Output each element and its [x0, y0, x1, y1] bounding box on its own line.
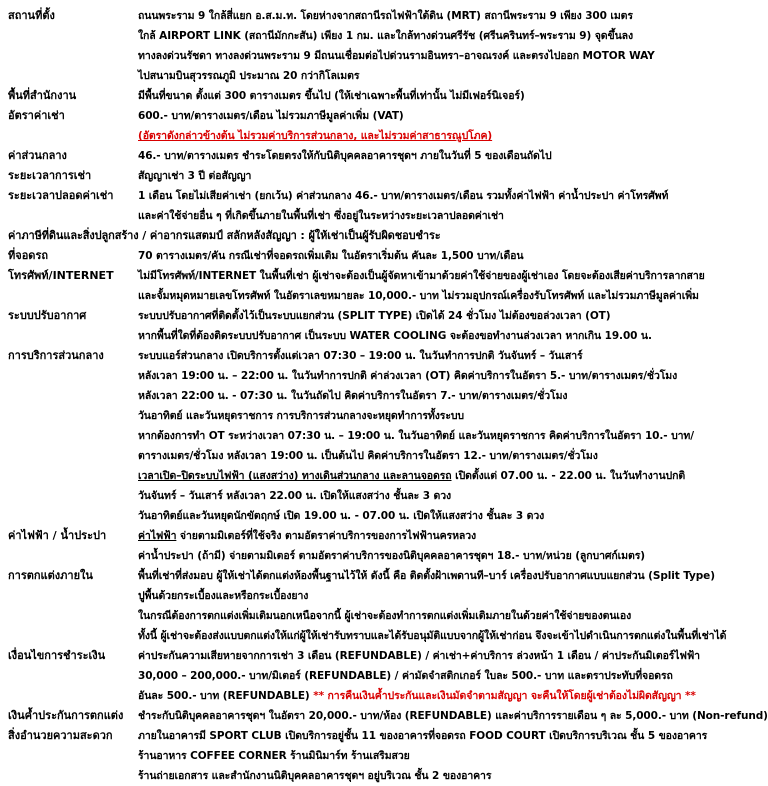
row-label: เงื่อนไขการชำระเงิน — [8, 649, 106, 662]
text-line — [138, 706, 768, 726]
row-content — [138, 86, 736, 106]
text-line — [138, 606, 736, 626]
body-text: ไปสนามบินสุวรรณภูมิ ประมาณ 20 กว่ากิโลเมตร — [138, 70, 360, 82]
body-text: ค่าน้ำประปา (ถ้ามี) จ่ายตามมิเตอร์ ตามอัตราค่าบริการของนิติบุคคลอาคารชุดฯ 18.- บาท/หน่วย (ลูกบาศก์เมตร) — [138, 550, 645, 562]
text-line — [138, 126, 736, 146]
row-content — [138, 346, 736, 526]
body-text: 70 ตารางเมตร/คัน กรณีเช่าที่จอดรถเพิ่มเติม ในอัตราเริ่มต้น คันละ 1,500 บาท/เดือน — [138, 250, 524, 262]
body-text: 1 เดือน โดยไม่เสียค่าเช่า (ยกเว้น) ค่าส่วนกลาง 46.- บาท/ตารางเมตร/เดือน รวมทั้งค่าไฟฟ้า ค่าน้ำประปา ค่าโทรศัพท์ — [138, 190, 669, 202]
text-line — [138, 6, 736, 26]
row-content — [138, 246, 736, 266]
body-text: หากต้องการทำ OT ระหว่างเวลา 07:30 น. – 19:00 น. ในวันอาทิตย์ และวันหยุดราชการ คิดค่าบริการในอัตรา 10.- บาท/ — [138, 430, 694, 442]
row-label: ระบบปรับอากาศ — [8, 309, 87, 322]
red-note-text: (อัตราดังกล่าวข้างต้น ไม่รวมค่าบริการส่วนกลาง, และไม่รวมค่าสาธารณูปโภค) — [138, 130, 493, 142]
text-line — [138, 666, 736, 686]
row-facilities — [8, 726, 736, 766]
row-label: ระยะเวลาปลอดค่าเช่า — [8, 189, 114, 202]
row-payment-terms — [8, 646, 736, 706]
body-text: อันละ 500.- บาท (REFUNDABLE) — [138, 690, 314, 702]
row-content — [138, 106, 736, 146]
row-label: ที่จอดรถ — [8, 249, 49, 262]
underlined-text: เวลาเปิด–ปิดระบบไฟฟ้า (แสงสว่าง) ทางเดินส่วนกลาง และลานจอดรถ — [138, 470, 452, 482]
row-content — [138, 146, 736, 166]
row-interior-decoration — [8, 566, 736, 646]
text-line — [8, 226, 736, 246]
row-content — [138, 726, 736, 766]
body-text: และค่าใช้จ่ายอื่น ๆ ที่เกิดขึ้นภายในพื้นที่เช่า ซึ่งอยู่ในระหว่างระยะเวลาปลอดค่าเช่า — [138, 210, 504, 222]
body-text: ร้านอาหาร COFFEE CORNER ร้านมินิมาร์ท ร้านเสริมสวย — [138, 750, 410, 762]
row-land-tax — [8, 226, 736, 246]
text-line — [138, 106, 736, 126]
row-content — [138, 766, 736, 786]
body-text: หากพื้นที่ใดที่ต้องติดระบบปรับอากาศ เป็นระบบ WATER COOLING จะต้องขอทำงานล่วงเวลา หากเกิน 19.00 น. — [138, 330, 652, 342]
document-body — [8, 6, 768, 782]
row-label: ระยะเวลาการเช่า — [8, 169, 92, 182]
body-text: ปูพื้นด้วยกระเบื้องและหรือกระเบื้องยาง — [138, 590, 309, 602]
row-lease-term — [8, 166, 736, 186]
row-phone-internet — [8, 266, 736, 306]
text-line — [138, 526, 736, 546]
text-line — [138, 366, 736, 386]
row-electricity-water — [8, 526, 736, 566]
body-text: 46.- บาท/ตารางเมตร ชำระโดยตรงให้กับนิติบุคคลอาคารชุดฯ ภายในวันที่ 5 ของเดือนถัดไป — [138, 150, 552, 162]
row-label: สถานที่ตั้ง — [8, 9, 55, 22]
body-text: 600.- บาท/ตารางเมตร/เดือน ไม่รวมภาษีมูลค่าเพิ่ม (VAT) — [138, 110, 404, 122]
row-label: ค่าส่วนกลาง — [8, 149, 67, 162]
row-label: การตกแต่งภายใน — [8, 569, 93, 582]
text-line — [138, 246, 736, 266]
text-line — [138, 626, 736, 646]
text-line — [138, 186, 736, 206]
body-text: วันอาทิตย์ และวันหยุดราชการ การบริการส่วนกลางจะหยุดทำการทั้งระบบ — [138, 410, 464, 422]
body-text: ค่าภาษีที่ดินและสิ่งปลูกสร้าง / ค่าอากรแสตมป์ สลักหลังสัญญา : ผู้ให้เช่าเป็นผู้รับผิดชอบชำระ — [8, 229, 441, 242]
row-label: อัตราค่าเช่า — [8, 109, 65, 122]
underlined-text: ค่าไฟฟ้า — [138, 530, 177, 542]
row-label: โทรศัพท์/INTERNET — [8, 269, 114, 282]
row-content — [138, 566, 736, 646]
text-line — [138, 466, 736, 486]
row-content — [138, 166, 736, 186]
text-line — [138, 266, 736, 286]
row-air-conditioning — [8, 306, 736, 346]
text-line — [138, 686, 736, 706]
row-decoration-deposit — [8, 706, 768, 726]
row-label: สิ่งอำนวยความสะดวก — [8, 729, 113, 742]
body-text: ทางลงด่วนรัชดา ทางลงด่วนพระราม 9 มีถนนเชื่อมต่อไปด่วนรามอินทรา–อาจณรงค์ และตรงไปออก MOTOR WAY — [138, 50, 655, 62]
row-content — [138, 706, 768, 726]
row-label: ค่าไฟฟ้า / น้ำประปา — [8, 529, 107, 542]
text-line — [138, 586, 736, 606]
body-text: พื้นที่เช่าที่ส่งมอบ ผู้ให้เช่าได้ตกแต่งห้องพื้นฐานไว้ให้ ดังนี้ คือ ติดตั้งฝ้าเพดานที–บาร์ เครื่องปรับอากาศแบบแยกส่วน (Split Type) — [138, 570, 715, 582]
text-line — [138, 26, 736, 46]
body-text: ทั้งนี้ ผู้เช่าจะต้องส่งแบบตกแต่งให้แก่ผู้ให้เช่ารับทราบและได้รับอนุมัติแบบจากผู้ให้เช่าก่อน จึงจะเข้าไปดำเนินการตกแต่งในพื้นที่เช่าได้ — [138, 630, 727, 642]
body-text: ค่าประกันความเสียหายจากการเช่า 3 เดือน (REFUNDABLE) / ค่าเช่า+ค่าบริการ ล่วงหน้า 1 เดือน / ค่าประกันมิเตอร์ไฟฟ้า — [138, 650, 700, 662]
row-common-fee — [8, 146, 736, 166]
text-line — [138, 406, 736, 426]
text-line — [138, 486, 736, 506]
row-label: เงินค้ำประกันการตกแต่ง — [8, 709, 124, 722]
row-label: การบริการส่วนกลาง — [8, 349, 104, 362]
text-line — [138, 286, 736, 306]
row-content — [138, 646, 736, 706]
body-text: เปิดตั้งแต่ 07.00 น. - 22.00 น. ในวันทำงานปกติ — [451, 470, 686, 482]
body-text: ร้านถ่ายเอกสาร และสำนักงานนิติบุคคลอาคารชุดฯ อยู่บริเวณ ชั้น 2 ของอาคาร — [138, 770, 492, 782]
text-line — [138, 746, 736, 766]
body-text: ระบบแอร์ส่วนกลาง เปิดบริการตั้งแต่เวลา 07:30 – 19:00 น. ในวันทำการปกติ วันจันทร์ – วันเสาร์ — [138, 350, 583, 362]
body-text: ตารางเมตร/ชั่วโมง หลังเวลา 19:00 น. เป็นต้นไป คิดค่าบริการในอัตรา 12.- บาท/ตารางเมตร/ชั่วโมง — [138, 450, 598, 462]
text-line — [138, 546, 736, 566]
row-rent-free-period — [8, 186, 736, 226]
body-text: หลังเวลา 22:00 น. - 07:30 น. ในวันถัดไป คิดค่าบริการในอัตรา 7.- บาท/ตารางเมตร/ชั่วโมง — [138, 390, 568, 402]
row-content — [138, 266, 736, 306]
text-line — [138, 566, 736, 586]
text-line — [138, 86, 736, 106]
body-text: ภายในอาคารมี SPORT CLUB เปิดบริการอยู่ชั้น 11 ของอาคารที่จอดรถ FOOD COURT เปิดบริการบริเวณ ชั้น 5 ของอาคาร — [138, 730, 708, 742]
body-text: ชำระกับนิติบุคคลอาคารชุดฯ ในอัตรา 20,000.- บาท/ห้อง (REFUNDABLE) และค่าบริการรายเดือน ๆ ละ 5,000.- บาท (Non-refund) — [138, 710, 768, 722]
row-central-services — [8, 346, 736, 526]
text-line — [138, 446, 736, 466]
body-text: วันอาทิตย์และวันหยุดนักขัตฤกษ์ เปิด 19.00 น. - 07.00 น. เปิดให้แสงสว่าง ชั้นละ 3 ดวง — [138, 510, 545, 522]
text-line — [138, 386, 736, 406]
body-text: 30,000 – 200,000.- บาท/มิเตอร์ (REFUNDABLE) / ค่ามัดจำสติกเกอร์ ใบละ 500.- บาท และตราประทับที่จอดรถ — [138, 670, 673, 682]
row-label: พื้นที่สำนักงาน — [8, 89, 77, 102]
text-line — [138, 166, 736, 186]
text-line — [138, 326, 736, 346]
row-content — [138, 526, 736, 566]
row-content — [138, 6, 736, 86]
text-line — [138, 66, 736, 86]
text-line — [138, 346, 736, 366]
row-parking — [8, 246, 736, 266]
row-content — [138, 306, 736, 346]
body-text: ระบบปรับอากาศที่ติดตั้งไว้เป็นระบบแยกส่วน (SPLIT TYPE) เปิดได้ 24 ชั่วโมง ไม่ต้องขอล่วงเวลา (OT) — [138, 310, 611, 322]
body-text: สัญญาเช่า 3 ปี ต่อสัญญา — [138, 170, 252, 182]
body-text: มีพื้นที่ขนาด ตั้งแต่ 300 ตารางเมตร ขึ้นไป (ให้เช่าเฉพาะพื้นที่เท่านั้น ไม่มีเฟอร์นิเจอร์) — [138, 90, 525, 102]
row-clipped-partial-line — [8, 766, 736, 782]
text-line — [138, 206, 736, 226]
text-line — [138, 766, 736, 786]
row-location — [8, 6, 736, 86]
row-rental-rate — [8, 106, 736, 146]
body-text: ใกล้ AIRPORT LINK (สถานีมักกะสัน) เพียง 1 กม. และใกล้ทางด่วนศรีรัช (ศรีนครินทร์–พระราม 9) จุดขึ้นลง — [138, 30, 634, 42]
body-text: วันจันทร์ – วันเสาร์ หลังเวลา 22.00 น. เปิดให้แสงสว่าง ชั้นละ 3 ดวง — [138, 490, 452, 502]
text-line — [138, 726, 736, 746]
body-text: และจั้มหมุดหมายเลขโทรศัพท์ ในอัตราเลขหมายละ 10,000.- บาท ไม่รวมอุปกรณ์เครื่องรับโทรศัพท์ และไม่รวมภาษีมูลค่าเพิ่ม — [138, 290, 699, 302]
row-office-area — [8, 86, 736, 106]
body-text: หลังเวลา 19:00 น. – 22:00 น. ในวันทำการปกติ ค่าล่วงเวลา (OT) คิดค่าบริการในอัตรา 5.- บาท/ตารางเมตร/ชั่วโมง — [138, 370, 678, 382]
text-line — [138, 646, 736, 666]
body-text: จ่ายตามมิเตอร์ที่ใช้จริง ตามอัตราค่าบริการของการไฟฟ้านครหลวง — [176, 530, 477, 542]
row-content — [138, 186, 736, 226]
body-text: ไม่มีโทรศัพท์/INTERNET ในพื้นที่เช่า ผู้เช่าจะต้องเป็นผู้จัดหาเข้ามาด้วยค่าใช้จ่ายของผู้เช่าเอง โดยจะต้องเสียค่าบริการลากสาย — [138, 270, 705, 282]
body-text: ถนนพระราม 9 ใกล้สี่แยก อ.ส.ม.ท. โดยห่างจากสถานีรถไฟฟ้าใต้ดิน (MRT) สถานีพระราม 9 เพียง 300 เมตร — [138, 10, 633, 22]
row-content — [8, 226, 736, 246]
text-line — [138, 306, 736, 326]
text-line — [138, 146, 736, 166]
text-line — [138, 426, 736, 446]
body-text: ในกรณีต้องการตกแต่งเพิ่มเติมนอกเหนือจากนี้ ผู้เช่าจะต้องทำการตกแต่งเพิ่มเติมภายในด้วยค่าใช้จ่ายของตนเอง — [138, 610, 632, 622]
text-line — [138, 46, 736, 66]
red-note-text: ** การคืนเงินค้ำประกันและเงินมัดจำตามสัญญา จะคืนให้โดยผู้เช่าต้องไม่ผิดสัญญา ** — [313, 690, 696, 702]
text-line — [138, 506, 736, 526]
